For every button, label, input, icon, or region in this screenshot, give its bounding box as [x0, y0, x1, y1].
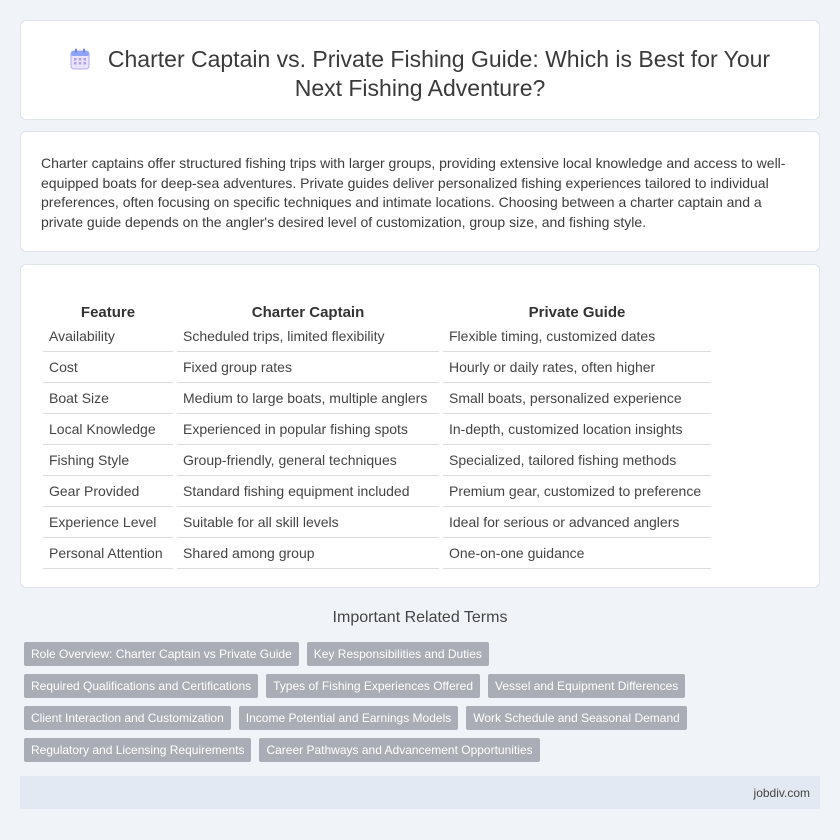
comparison-table	[43, 295, 711, 569]
table-row	[43, 321, 711, 352]
cell-charter-captain: Medium to large boats, multiple anglers	[177, 383, 439, 414]
cell-charter-captain: Scheduled trips, limited flexibility	[177, 321, 439, 352]
table-row	[43, 507, 711, 538]
header-feature: Feature	[80, 304, 136, 321]
related-term-tag[interactable]: Income Potential and Earnings Models	[239, 706, 458, 730]
cell-private-guide: Small boats, personalized experience	[443, 383, 711, 414]
footer	[20, 776, 820, 809]
header-private-guide: Private Guide	[528, 304, 626, 321]
related-term-tag[interactable]: Client Interaction and Customization	[24, 706, 231, 730]
cell-feature: Fishing Style	[43, 445, 173, 476]
related-term-tag[interactable]: Career Pathways and Advancement Opportunities	[259, 738, 539, 762]
cell-charter-captain: Group-friendly, general techniques	[177, 445, 439, 476]
related-term-tag[interactable]: Regulatory and Licensing Requirements	[24, 738, 251, 762]
cell-private-guide: Ideal for serious or advanced anglers	[443, 507, 711, 538]
table-row	[43, 476, 711, 507]
cell-charter-captain: Fixed group rates	[177, 352, 439, 383]
cell-private-guide: Hourly or daily rates, often higher	[443, 352, 711, 383]
cell-feature: Availability	[43, 321, 173, 352]
table-row	[43, 383, 711, 414]
cell-feature: Personal Attention	[43, 538, 173, 569]
cell-private-guide: In-depth, customized location insights	[443, 414, 711, 445]
title-card	[20, 20, 820, 120]
title-line-2: Next Fishing Adventure?	[294, 75, 546, 101]
table-row	[43, 352, 711, 383]
related-terms-title: Important Related Terms	[332, 609, 508, 626]
table-row	[43, 414, 711, 445]
cell-private-guide: One-on-one guidance	[443, 538, 711, 569]
table-row	[43, 445, 711, 476]
related-term-tag[interactable]: Work Schedule and Seasonal Demand	[466, 706, 687, 730]
cell-feature: Experience Level	[43, 507, 173, 538]
cell-private-guide: Flexible timing, customized dates	[443, 321, 711, 352]
intro-paragraph: Charter captains offer structured fishing trips with larger groups, providing extensive local knowledge and access to well-equipped boats for deep-sea adventures. Private guides deliver personalized fishing experiences tailored to individual preferences, often focusing on specific techniques and intimate locations. Choosing between a charter captain and a private guide depends on the angler's desired level of customization, group size, and fishing style.	[41, 155, 786, 230]
calendar-icon	[70, 48, 90, 70]
table-row	[43, 538, 711, 569]
related-term-tag[interactable]: Required Qualifications and Certifications	[24, 674, 258, 698]
cell-charter-captain: Shared among group	[177, 538, 439, 569]
page-title	[21, 45, 819, 103]
cell-feature: Gear Provided	[43, 476, 173, 507]
cell-feature: Cost	[43, 352, 173, 383]
cell-charter-captain: Experienced in popular fishing spots	[177, 414, 439, 445]
related-term-tag[interactable]: Key Responsibilities and Duties	[307, 642, 489, 666]
header-charter-captain: Charter Captain	[251, 304, 365, 321]
table-header-row	[43, 295, 711, 321]
cell-feature: Boat Size	[43, 383, 173, 414]
comparison-card	[20, 264, 820, 588]
related-terms-list	[24, 642, 724, 762]
related-term-tag[interactable]: Types of Fishing Experiences Offered	[266, 674, 480, 698]
cell-charter-captain: Standard fishing equipment included	[177, 476, 439, 507]
cell-private-guide: Specialized, tailored fishing methods	[443, 445, 711, 476]
footer-site: jobdiv.com	[753, 786, 810, 800]
cell-private-guide: Premium gear, customized to preference	[443, 476, 711, 507]
cell-feature: Local Knowledge	[43, 414, 173, 445]
intro-card	[20, 131, 820, 252]
cell-charter-captain: Suitable for all skill levels	[177, 507, 439, 538]
title-line-1: Charter Captain vs. Private Fishing Guide: Which is Best for Your	[107, 46, 771, 72]
related-term-tag[interactable]: Vessel and Equipment Differences	[488, 674, 685, 698]
related-term-tag[interactable]: Role Overview: Charter Captain vs Private Guide	[24, 642, 299, 666]
